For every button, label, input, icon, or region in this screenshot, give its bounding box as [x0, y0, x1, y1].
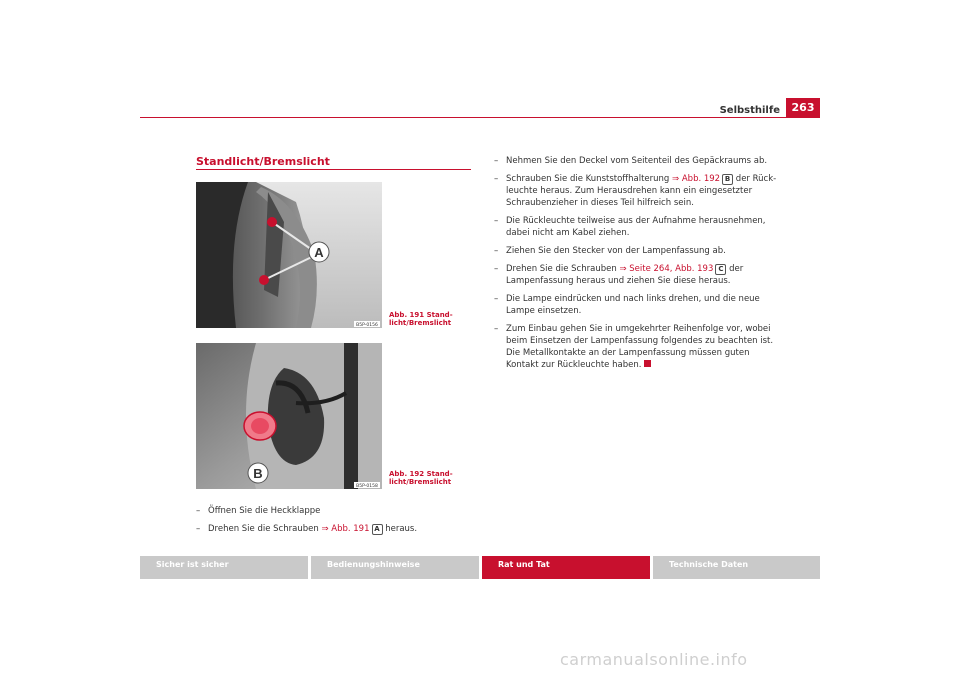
running-header-title: Selbsthilfe: [719, 105, 780, 116]
figure-191: [196, 182, 382, 328]
section-rule: [196, 169, 471, 170]
figure-reference-link[interactable]: Abb. 191: [331, 524, 370, 534]
figure-192-caption: [389, 470, 459, 486]
list-item: [494, 293, 784, 317]
arrow-icon: ⇒: [619, 264, 627, 274]
footer-tab-bedienungshinweise[interactable]: Bedienungshinweise: [311, 556, 479, 579]
figure-191-label: A: [314, 245, 324, 260]
figure-191-caption-text: Abb. 191 Stand- licht/Bremslicht: [389, 311, 453, 327]
step-text: Drehen Sie die Schrauben: [506, 264, 620, 274]
figure-191-code: B5P-0156: [356, 323, 378, 328]
step-text: Öffnen Sie die Heckklappe: [208, 506, 321, 516]
step-text: Zum Einbau gehen Sie in umgekehrter Reihenfolge vor, wobei beim Einsetzen der Lampenfassung folgendes zu beachten ist. Die Metallkontakte an der Lampenfassung müssen guten Kontakt zur Rückleuchte haben.: [506, 324, 774, 370]
list-item: [494, 215, 784, 239]
section-title: Standlicht/Bremslicht: [196, 155, 330, 168]
watermark: carmanualsonline.info: [560, 650, 748, 669]
figure-191-caption: [389, 311, 459, 327]
step-text: Die Rückleuchte teilweise aus der Aufnahme herausnehmen, dabei nicht am Kabel ziehen.: [506, 216, 766, 238]
steps-left: [196, 505, 471, 541]
list-item: [494, 323, 784, 371]
figure-192: [196, 343, 382, 489]
list-item: [494, 263, 784, 287]
list-item: [494, 173, 784, 209]
figure-192-illustration: [196, 343, 382, 489]
arrow-icon: ⇒: [672, 174, 680, 184]
step-text: heraus.: [382, 524, 418, 534]
figure-192-code: B5P-0158: [356, 484, 378, 489]
footer-tab-sicher-ist-sicher[interactable]: Sicher ist sicher: [140, 556, 308, 579]
list-dash: –: [494, 294, 499, 304]
step-text: Nehmen Sie den Deckel vom Seitenteil des Gepäckraums ab.: [506, 156, 768, 166]
figure-reference-link[interactable]: Abb. 192: [681, 174, 721, 184]
step-text: der Rück-leuchte heraus. Zum Herausdrehen kann ein eingesetzter Schraubenzieher in dieses Teil hilfreich sein.: [506, 174, 777, 208]
list-dash: –: [494, 246, 499, 256]
list-item: [196, 523, 471, 535]
list-dash: –: [494, 156, 499, 166]
list-dash: –: [494, 216, 499, 226]
list-item: [494, 155, 784, 167]
step-text: Die Lampe eindrücken und nach links drehen, und die neue Lampe einsetzen.: [506, 294, 760, 316]
figure-191-illustration: [196, 182, 382, 328]
footer-tab-rat-und-tat[interactable]: Rat und Tat: [482, 556, 650, 579]
header-rule: [140, 117, 819, 118]
step-text: Drehen Sie die Schrauben: [208, 524, 322, 534]
list-dash: –: [196, 524, 201, 534]
list-item: [196, 505, 471, 517]
arrow-icon: ⇒: [321, 524, 329, 534]
list-dash: –: [494, 174, 499, 184]
list-item: [494, 245, 784, 257]
callout-tag-a: A: [372, 524, 383, 535]
figure-192-label: B: [253, 466, 263, 481]
step-text: Schrauben Sie die Kunststoffhalterung: [506, 174, 673, 184]
figure-192-caption-text: Abb. 192 Stand- licht/Bremslicht: [389, 470, 453, 486]
callout-tag-b: B: [722, 174, 733, 185]
section-end-icon: [644, 360, 651, 367]
step-text: der Lampenfassung heraus und ziehen Sie diese heraus.: [506, 264, 744, 286]
list-dash: –: [494, 264, 499, 274]
step-text: Ziehen Sie den Stecker von der Lampenfassung ab.: [506, 246, 726, 256]
footer-tab-technische-daten[interactable]: Technische Daten: [653, 556, 820, 579]
list-dash: –: [196, 506, 201, 516]
list-dash: –: [494, 324, 499, 334]
callout-tag-c: C: [715, 264, 726, 275]
figure-reference-link[interactable]: Seite 264, Abb. 193: [629, 264, 714, 274]
page-number: 263: [786, 98, 820, 118]
steps-right: [494, 155, 784, 377]
